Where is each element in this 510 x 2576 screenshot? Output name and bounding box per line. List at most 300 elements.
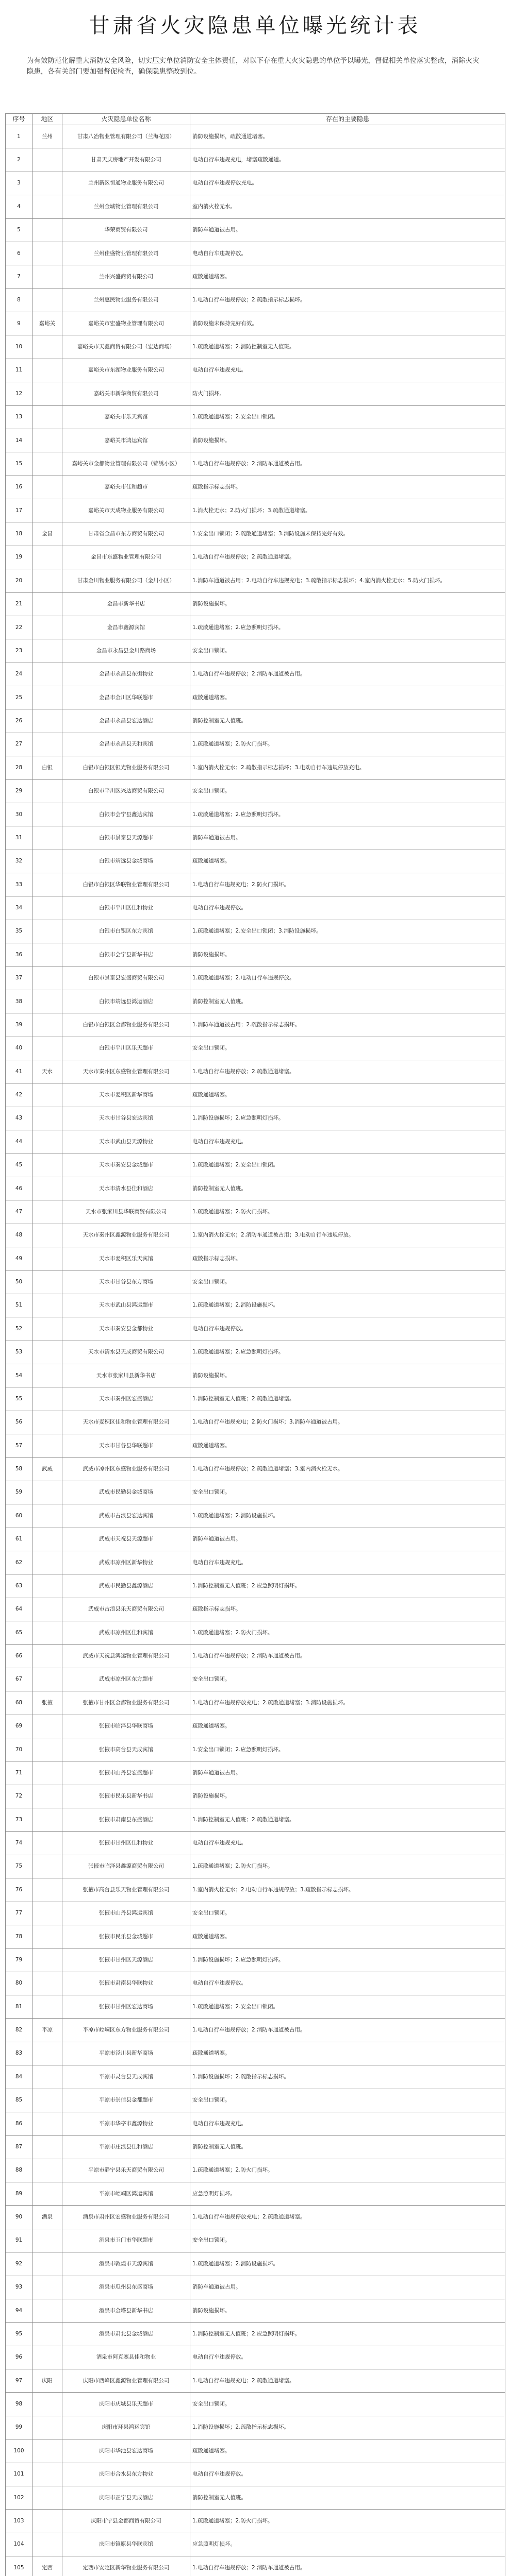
row-region <box>32 616 62 639</box>
row-region <box>32 546 62 569</box>
row-unit-name: 金昌市永昌县金川路商场 <box>62 639 190 663</box>
table-row <box>6 990 505 1013</box>
row-region <box>32 2112 62 2135</box>
table-row <box>6 218 505 242</box>
row-region <box>32 1341 62 1364</box>
row-unit-name: 武威市民勤县鑫源酒店 <box>62 1574 190 1598</box>
row-number: 104 <box>6 2533 32 2556</box>
row-number: 90 <box>6 2206 32 2229</box>
row-unit-name: 嘉峪关市东湖物业服务有限公司 <box>62 359 190 382</box>
row-hazards: 消防设施未保持完好有效。 <box>190 312 505 335</box>
table-row <box>6 1738 505 1761</box>
row-unit-name: 张掖市甘州区金都物业服务有限公司 <box>62 1691 190 1715</box>
row-region: 张掖 <box>32 1691 62 1715</box>
row-number: 57 <box>6 1434 32 1458</box>
row-unit-name: 嘉峪关市乐天宾馆 <box>62 405 190 429</box>
row-number: 10 <box>6 335 32 359</box>
row-region <box>32 1317 62 1341</box>
row-unit-name: 兰州新区恒通物业服务有限公司 <box>62 172 190 195</box>
row-number: 76 <box>6 1878 32 1902</box>
row-number: 25 <box>6 686 32 709</box>
row-unit-name: 甘肃金川物业服务有限公司（金川小区） <box>62 569 190 592</box>
table-row <box>6 1504 505 1528</box>
row-unit-name: 白银市景泰县宏盛商贸有限公司 <box>62 967 190 990</box>
row-hazards: 电动自行车违规停放。 <box>190 1972 505 1995</box>
table-row <box>6 1083 505 1107</box>
table-row <box>6 826 505 850</box>
row-unit-name: 平凉市崆峒区鸿运宾馆 <box>62 2182 190 2206</box>
row-unit-name: 天水市甘谷县宏达宾馆 <box>62 1107 190 1130</box>
row-unit-name: 天水市甘谷县东方商场 <box>62 1270 190 1294</box>
row-hazards: 1.疏散通道堵塞；2.消防控制室无人值班。 <box>190 335 505 359</box>
row-region <box>32 733 62 756</box>
row-number: 77 <box>6 1902 32 1925</box>
row-number: 35 <box>6 920 32 943</box>
row-hazards: 1.电动自行车违规停放；2.疏散通道堵塞；3.室内消火栓无水。 <box>190 1458 505 1481</box>
row-unit-name: 庆阳市华池县宏达商场 <box>62 2439 190 2463</box>
row-unit-name: 天水市张家川县新华书店 <box>62 1364 190 1387</box>
row-number: 65 <box>6 1621 32 1645</box>
row-unit-name: 酒泉市敦煌市天源宾馆 <box>62 2252 190 2276</box>
row-hazards: 1.消火栓无水；2.防火门损坏；3.疏散通道堵塞。 <box>190 499 505 522</box>
row-hazards: 消防车通道被占用。 <box>190 1528 505 1551</box>
row-region <box>32 873 62 896</box>
row-hazards: 消防车通道被占用。 <box>190 218 505 242</box>
table-row <box>6 1785 505 1808</box>
table-row <box>6 2136 505 2159</box>
row-region <box>32 1200 62 1224</box>
row-unit-name: 甘肃八冶物业管理有限公司（兰海花园） <box>62 125 190 148</box>
row-region <box>32 1037 62 1060</box>
row-hazards: 电动自行车违规充电。 <box>190 1832 505 1855</box>
row-number: 36 <box>6 943 32 967</box>
row-hazards: 1.电动自行车违规停放充电；2.疏散通道堵塞；3.消防设施损坏。 <box>190 1691 505 1715</box>
row-hazards: 1.疏散通道堵塞；2.安全出口锁闭；3.消防设施损坏。 <box>190 920 505 943</box>
row-hazards: 消防控制室无人值班。 <box>190 709 505 733</box>
row-number: 100 <box>6 2439 32 2463</box>
row-region <box>32 2346 62 2369</box>
table-row <box>6 1761 505 1785</box>
row-unit-name: 平凉市静宁县乐天商贸有限公司 <box>62 2159 190 2182</box>
row-region <box>32 2089 62 2112</box>
row-region <box>32 289 62 312</box>
row-region <box>32 1177 62 1200</box>
row-unit-name: 酒泉市玉门市华联超市 <box>62 2229 190 2252</box>
row-unit-name: 兰州兴盛商贸有限公司 <box>62 265 190 289</box>
row-region <box>32 1481 62 1504</box>
row-number: 27 <box>6 733 32 756</box>
row-hazards: 疏散通道堵塞。 <box>190 1434 505 1458</box>
row-hazards: 1.电动自行车违规充电；2.防火门损坏。 <box>190 873 505 896</box>
row-region <box>32 1224 62 1247</box>
row-region <box>32 1878 62 1902</box>
row-hazards: 消防车通道被占用。 <box>190 2276 505 2299</box>
row-hazards: 电动自行车违规停放。 <box>190 1317 505 1341</box>
row-region <box>32 1107 62 1130</box>
row-hazards: 1.电动自行车违规停放；2.消防车通道被占用。 <box>190 2556 505 2576</box>
row-number: 96 <box>6 2346 32 2369</box>
row-region: 武威 <box>32 1458 62 1481</box>
row-number: 73 <box>6 1808 32 1832</box>
table-row <box>6 2159 505 2182</box>
row-region <box>32 1785 62 1808</box>
row-region <box>32 2042 62 2065</box>
row-hazards: 疏散通道堵塞。 <box>190 265 505 289</box>
row-hazards: 安全出口锁闭。 <box>190 2089 505 2112</box>
row-number: 69 <box>6 1715 32 1738</box>
row-unit-name: 庆阳市西峰区鑫源物业管理有限公司 <box>62 2369 190 2393</box>
row-unit-name: 天水市清水县天成商贸有限公司 <box>62 1341 190 1364</box>
row-region <box>32 2276 62 2299</box>
row-hazards: 疏散通道堵塞。 <box>190 1715 505 1738</box>
row-number: 101 <box>6 2463 32 2486</box>
row-number: 32 <box>6 850 32 873</box>
table-row <box>6 1130 505 1154</box>
row-number: 14 <box>6 429 32 452</box>
row-unit-name: 兰州金城物业管理有限公司 <box>62 195 190 218</box>
table-row <box>6 452 505 476</box>
row-number: 105 <box>6 2556 32 2576</box>
row-number: 21 <box>6 592 32 616</box>
row-region <box>32 2252 62 2276</box>
row-number: 26 <box>6 709 32 733</box>
row-unit-name: 平凉市崇信县金都超市 <box>62 2089 190 2112</box>
table-row <box>6 1013 505 1037</box>
row-hazards: 电动自行车违规停放。 <box>190 242 505 265</box>
header-unit-name: 火灾隐患单位名称 <box>62 114 190 125</box>
table-row <box>6 2369 505 2393</box>
row-unit-name: 甘肃天庆房地产开发有限公司 <box>62 148 190 172</box>
row-hazards: 1.疏散通道堵塞；2.应急照明灯损坏。 <box>190 1341 505 1364</box>
table-row <box>6 779 505 803</box>
row-number: 60 <box>6 1504 32 1528</box>
row-number: 88 <box>6 2159 32 2182</box>
row-region <box>32 1972 62 1995</box>
row-unit-name: 平凉市庄浪县佳和酒店 <box>62 2136 190 2159</box>
table-row <box>6 967 505 990</box>
row-region <box>32 1995 62 2019</box>
row-number: 33 <box>6 873 32 896</box>
row-hazards: 消防车通道被占用。 <box>190 826 505 850</box>
row-unit-name: 庆阳市庆城县乐天超市 <box>62 2393 190 2416</box>
row-unit-name: 天水市武山县天源物业 <box>62 1130 190 1154</box>
row-number: 37 <box>6 967 32 990</box>
row-region: 酒泉 <box>32 2206 62 2229</box>
row-hazards: 1.疏散通道堵塞；2.防火门损坏。 <box>190 1621 505 1645</box>
row-number: 80 <box>6 1972 32 1995</box>
row-region <box>32 2229 62 2252</box>
row-hazards: 1.电动自行车违规停放；2.疏散通道堵塞。 <box>190 1060 505 1083</box>
row-region: 庆阳 <box>32 2369 62 2393</box>
row-region <box>32 499 62 522</box>
row-number: 19 <box>6 546 32 569</box>
table-row <box>6 1528 505 1551</box>
table-row <box>6 1481 505 1504</box>
row-region <box>32 1808 62 1832</box>
row-unit-name: 白银市靖远县金城商场 <box>62 850 190 873</box>
row-unit-name: 白银市会宁县新华书店 <box>62 943 190 967</box>
row-number: 83 <box>6 2042 32 2065</box>
row-unit-name: 嘉峪关市佳和超市 <box>62 476 190 499</box>
row-number: 6 <box>6 242 32 265</box>
table-row <box>6 709 505 733</box>
row-number: 95 <box>6 2323 32 2346</box>
row-number: 4 <box>6 195 32 218</box>
table-row <box>6 1551 505 1574</box>
row-hazards: 1.消防设施损坏；2.应急照明灯损坏。 <box>190 1948 505 1972</box>
table-row <box>6 2042 505 2065</box>
row-number: 56 <box>6 1411 32 1434</box>
row-region <box>32 1270 62 1294</box>
row-unit-name: 张掖市山丹县鸿运宾馆 <box>62 1902 190 1925</box>
table-row <box>6 1411 505 1434</box>
table-row <box>6 359 505 382</box>
table-row <box>6 1317 505 1341</box>
row-region <box>32 429 62 452</box>
row-unit-name: 白银市平川区乐天超市 <box>62 1037 190 1060</box>
row-region <box>32 1504 62 1528</box>
table-row <box>6 1107 505 1130</box>
table-row <box>6 2206 505 2229</box>
row-unit-name: 武威市天祝县天源超市 <box>62 1528 190 1551</box>
row-region <box>32 1855 62 1878</box>
row-region <box>32 1013 62 1037</box>
row-unit-name: 白银市平川区兴达商贸有限公司 <box>62 779 190 803</box>
row-number: 64 <box>6 1598 32 1621</box>
row-region <box>32 709 62 733</box>
table-row <box>6 2533 505 2556</box>
row-number: 81 <box>6 1995 32 2019</box>
table-row <box>6 1177 505 1200</box>
row-region <box>32 1434 62 1458</box>
row-region <box>32 1598 62 1621</box>
row-number: 20 <box>6 569 32 592</box>
row-number: 28 <box>6 756 32 779</box>
table-row <box>6 1645 505 1668</box>
row-region: 金昌 <box>32 522 62 546</box>
table-row <box>6 2276 505 2299</box>
row-number: 68 <box>6 1691 32 1715</box>
row-hazards: 1.电动自行车违规停放；2.消防车通道被占用。 <box>190 1645 505 1668</box>
table-row <box>6 2346 505 2369</box>
row-hazards: 1.疏散通道堵塞；2.安全出口锁闭。 <box>190 405 505 429</box>
row-hazards: 消防设施损坏。 <box>190 429 505 452</box>
row-unit-name: 天水市秦州区东盛物业管理有限公司 <box>62 1060 190 1083</box>
row-unit-name: 天水市麦积区乐天宾馆 <box>62 1247 190 1270</box>
row-unit-name: 嘉峪关市天成物业服务有限公司 <box>62 499 190 522</box>
row-unit-name: 天水市甘谷县华联超市 <box>62 1434 190 1458</box>
row-unit-name: 武威市凉州区东方超市 <box>62 1668 190 1691</box>
row-number: 67 <box>6 1668 32 1691</box>
row-region <box>32 826 62 850</box>
row-hazards: 1.消防车通道被占用；2.疏散指示标志损坏。 <box>190 1013 505 1037</box>
row-hazards: 1.消防设施损坏；2.应急照明灯损坏。 <box>190 1107 505 1130</box>
row-hazards: 1.电动自行车违规停放；2.消防车通道被占用。 <box>190 663 505 686</box>
row-unit-name: 张掖市民乐县新华书店 <box>62 1785 190 1808</box>
row-region <box>32 2486 62 2509</box>
row-unit-name: 白银市平川区佳和物业 <box>62 896 190 920</box>
row-number: 18 <box>6 522 32 546</box>
row-hazards: 电动自行车违规停放充电。 <box>190 172 505 195</box>
table-row <box>6 312 505 335</box>
row-hazards: 电动自行车违规停放。 <box>190 896 505 920</box>
row-hazards: 1.电动自行车违规停放；2.疏散通道堵塞。 <box>190 546 505 569</box>
table-row <box>6 920 505 943</box>
row-unit-name: 庆阳市合水县东方物业 <box>62 2463 190 2486</box>
row-region <box>32 1528 62 1551</box>
row-number: 5 <box>6 218 32 242</box>
table-body <box>6 125 505 2576</box>
row-hazards: 1.消防控制室无人值班；2.应急照明灯损坏。 <box>190 1574 505 1598</box>
table-row <box>6 499 505 522</box>
row-region <box>32 1948 62 1972</box>
table-row <box>6 1037 505 1060</box>
row-hazards: 1.室内消火栓无水；2.消防车通道被占用；3.电动自行车违规停放。 <box>190 1224 505 1247</box>
row-region <box>32 2182 62 2206</box>
row-number: 62 <box>6 1551 32 1574</box>
row-region <box>32 1364 62 1387</box>
table-row <box>6 546 505 569</box>
table-row <box>6 686 505 709</box>
row-hazards: 1.消防控制室无人值班；2.疏散通道堵塞。 <box>190 1808 505 1832</box>
row-hazards: 应急照明灯损坏。 <box>190 2182 505 2206</box>
row-number: 79 <box>6 1948 32 1972</box>
row-number: 92 <box>6 2252 32 2276</box>
table-row <box>6 1621 505 1645</box>
row-hazards: 疏散通道堵塞。 <box>190 686 505 709</box>
row-unit-name: 金昌市永昌县东街物业 <box>62 663 190 686</box>
table-row <box>6 2393 505 2416</box>
row-unit-name: 华荣商贸有限公司 <box>62 218 190 242</box>
row-hazards: 1.疏散通道堵塞；2.消防设施损坏。 <box>190 1294 505 1317</box>
row-hazards: 疏散通道堵塞。 <box>190 2439 505 2463</box>
row-region <box>32 850 62 873</box>
row-hazards: 消防控制室无人值班。 <box>190 990 505 1013</box>
row-region <box>32 639 62 663</box>
table-row <box>6 896 505 920</box>
row-number: 93 <box>6 2276 32 2299</box>
row-unit-name: 庆阳市宁县金都商贸有限公司 <box>62 2510 190 2533</box>
table-row <box>6 592 505 616</box>
row-unit-name: 天水市秦州区宏盛酒店 <box>62 1387 190 1411</box>
row-unit-name: 张掖市甘州区宏达商场 <box>62 1995 190 2019</box>
table-row <box>6 2556 505 2576</box>
row-number: 11 <box>6 359 32 382</box>
row-unit-name: 甘肃省金昌市东方商贸有限公司 <box>62 522 190 546</box>
row-unit-name: 平凉市灵台县天成宾馆 <box>62 2065 190 2089</box>
row-number: 47 <box>6 1200 32 1224</box>
table-row <box>6 639 505 663</box>
row-unit-name: 武威市凉州区新华物业 <box>62 1551 190 1574</box>
row-unit-name: 庆阳市正宁县天成酒店 <box>62 2486 190 2509</box>
row-number: 63 <box>6 1574 32 1598</box>
row-hazards: 1.消防车通道被占用；2.电动自行车违规充电；3.疏散指示标志损坏；4.室内消火栓无水；5.防火门损坏。 <box>190 569 505 592</box>
row-region: 兰州 <box>32 125 62 148</box>
row-region <box>32 2136 62 2159</box>
row-unit-name: 平凉市崆峒区东方物业服务有限公司 <box>62 2019 190 2042</box>
row-unit-name: 金昌市金川区华联超市 <box>62 686 190 709</box>
row-hazards: 安全出口锁闭。 <box>190 1270 505 1294</box>
table-row <box>6 195 505 218</box>
table-row <box>6 335 505 359</box>
row-region <box>32 148 62 172</box>
row-unit-name: 张掖市高台县乐天物业管理有限公司 <box>62 1878 190 1902</box>
row-hazards: 安全出口锁闭。 <box>190 2393 505 2416</box>
row-number: 91 <box>6 2229 32 2252</box>
row-hazards: 消防控制室无人值班。 <box>190 2136 505 2159</box>
row-number: 8 <box>6 289 32 312</box>
table-row <box>6 172 505 195</box>
table-row <box>6 1995 505 2019</box>
row-region <box>32 1645 62 1668</box>
row-number: 34 <box>6 896 32 920</box>
row-unit-name: 武威市凉州区佳和宾馆 <box>62 1621 190 1645</box>
row-unit-name: 张掖市甘州区天源酒店 <box>62 1948 190 1972</box>
row-unit-name: 天水市武山县鸿运超市 <box>62 1294 190 1317</box>
page-title: 甘肃省火灾隐患单位曝光统计表 <box>89 14 421 38</box>
row-hazards: 疏散通道堵塞。 <box>190 850 505 873</box>
row-number: 13 <box>6 405 32 429</box>
row-hazards: 电动自行车违规充电。 <box>190 1130 505 1154</box>
row-hazards: 电动自行车违规充电。 <box>190 1551 505 1574</box>
row-region <box>32 2065 62 2089</box>
row-number: 74 <box>6 1832 32 1855</box>
table-row <box>6 2089 505 2112</box>
table-row <box>6 2229 505 2252</box>
table-row <box>6 1060 505 1083</box>
row-hazards: 1.电动自行车违规停放；2.疏散指示标志损坏。 <box>190 289 505 312</box>
row-hazards: 疏散指示标志损坏。 <box>190 476 505 499</box>
table-row <box>6 242 505 265</box>
row-unit-name: 天水市清水县佳和酒店 <box>62 1177 190 1200</box>
row-region <box>32 2533 62 2556</box>
row-hazards: 1.疏散通道堵塞；2.防火门损坏。 <box>190 733 505 756</box>
row-number: 54 <box>6 1364 32 1387</box>
table-row <box>6 2416 505 2439</box>
row-region <box>32 1154 62 1177</box>
row-region <box>32 1574 62 1598</box>
table-row <box>6 2486 505 2509</box>
row-region <box>32 2299 62 2322</box>
table-row <box>6 1341 505 1364</box>
row-unit-name: 嘉峪关市鸿运宾馆 <box>62 429 190 452</box>
header-main-hazards: 存在的主要隐患 <box>190 114 505 125</box>
row-region <box>32 1387 62 1411</box>
row-hazards: 1.疏散通道堵塞；2.消防设施损坏。 <box>190 2252 505 2276</box>
row-hazards: 安全出口锁闭。 <box>190 779 505 803</box>
row-region <box>32 359 62 382</box>
row-unit-name: 金昌市鑫源宾馆 <box>62 616 190 639</box>
row-region <box>32 265 62 289</box>
row-number: 16 <box>6 476 32 499</box>
table-row <box>6 2510 505 2533</box>
row-unit-name: 嘉峪关市宏盛物业管理有限公司 <box>62 312 190 335</box>
row-region <box>32 2439 62 2463</box>
row-region <box>32 896 62 920</box>
row-region <box>32 1832 62 1855</box>
row-number: 70 <box>6 1738 32 1761</box>
row-unit-name: 天水市麦积区新华商场 <box>62 1083 190 1107</box>
table-row <box>6 2065 505 2089</box>
row-hazards: 1.疏散通道堵塞；2.防火门损坏。 <box>190 2510 505 2533</box>
table-row <box>6 405 505 429</box>
row-unit-name: 兰州惠民物业服务有限公司 <box>62 289 190 312</box>
row-unit-name: 白银市景泰县天源超市 <box>62 826 190 850</box>
row-region <box>32 1902 62 1925</box>
row-unit-name: 张掖市肃南县东盛酒店 <box>62 1808 190 1832</box>
row-hazards: 安全出口锁闭。 <box>190 639 505 663</box>
row-number: 3 <box>6 172 32 195</box>
